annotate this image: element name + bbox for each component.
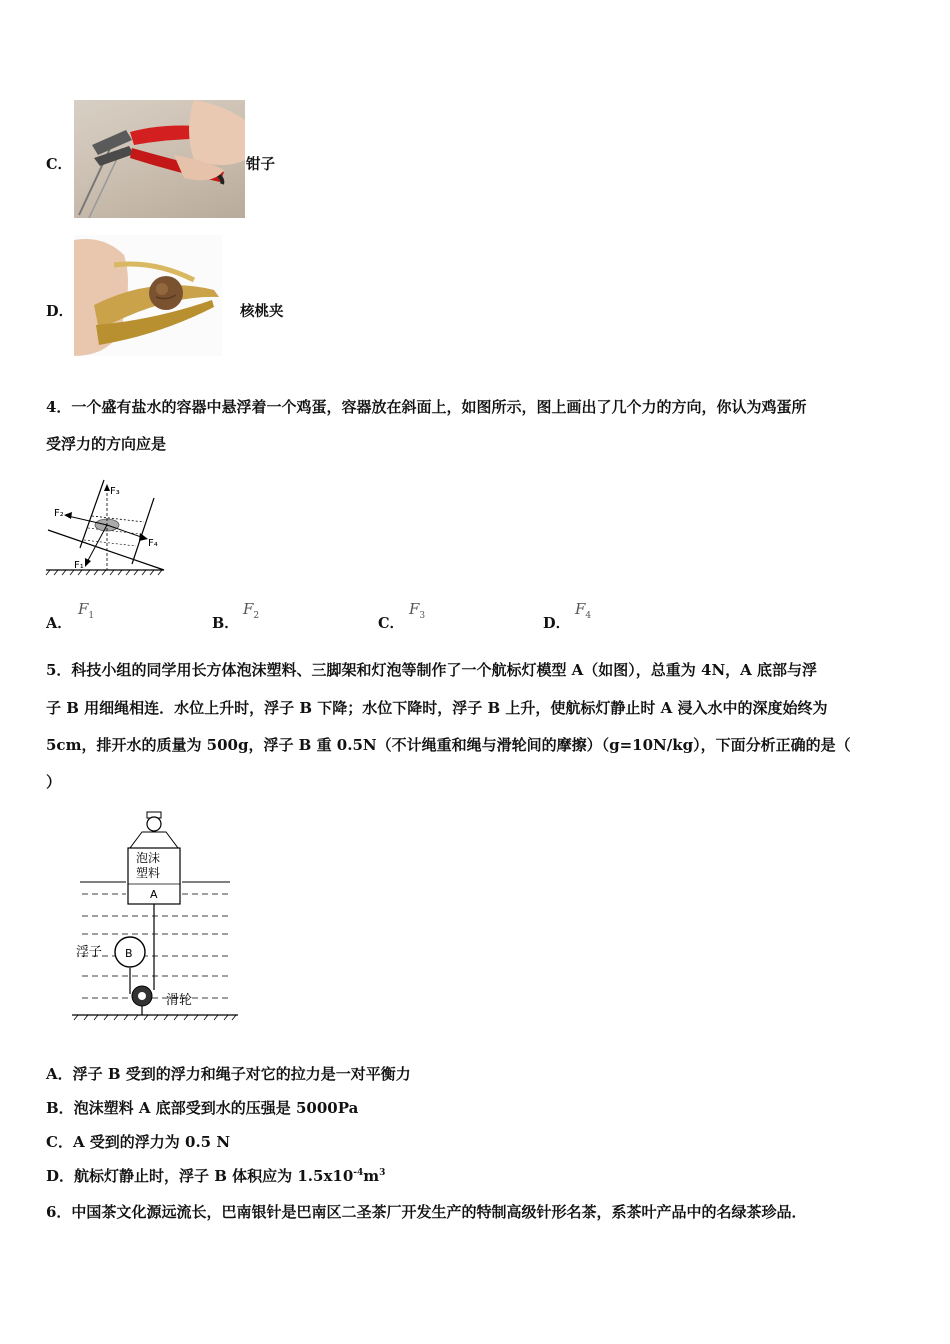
q5-buoy-figure [70,810,240,1025]
fig-label-f4: F₄ [148,538,158,549]
q4-option-c-letter: C． [378,615,405,632]
q5-option-a: A．浮子 B 受到的浮力和绳子对它的拉力是一对平衡力 [46,1065,411,1083]
option-c-caption: 钳子 [246,156,275,173]
q4-option-a-value: $F_1$ [78,600,95,621]
q4-text-line2: 受浮力的方向应是 [46,435,167,453]
q4-text-line1: 4．一个盛有盐水的容器中悬浮着一个鸡蛋，容器放在斜面上，如图所示，图上画出了几个力的方向，你认为鸡蛋所 [46,398,807,416]
q5-option-c: C．A 受到的浮力为 0.5 N [46,1133,231,1151]
fig-label-foam-2: 塑料 [136,866,161,880]
option-d-caption: 核桃夹 [240,303,284,320]
q5-option-d: D．航标灯静止时，浮子 B 体积应为 $1.5x10^{-4}m^3$ [46,1167,386,1185]
q5-option-b: B．泡沫塑料 A 底部受到水的压强是 5000Pa [46,1099,359,1117]
fig-label-a: A [150,888,158,901]
fig-label-foam-1: 泡沫 [136,851,161,865]
q4-incline-figure [44,478,166,578]
q6-text-line1: 6．中国茶文化源远流长，巴南银针是巴南区二圣茶厂开发生产的特制高级针形名茶，系茶叶产品中的名绿茶珍品． [46,1203,807,1221]
fig-label-f3: F₃ [110,486,120,497]
fig-label-float: 浮子 [76,945,103,960]
fig-label-b: B [125,947,133,960]
q4-option-b-value: $F_2$ [243,600,260,621]
fig-label-f2: F₂ [54,508,64,519]
option-d-letter: D． [46,303,74,320]
q4-option-d-value: $F_4$ [575,600,592,621]
option-c-letter: C． [46,156,73,173]
q4-option-b-letter: B． [212,615,239,632]
q5-text-line3: 5cm，排开水的质量为 500g，浮子 B 重 0.5N（不计绳重和绳与滑轮间的摩擦）（g=10N/kg），下面分析正确的是（ [46,736,851,754]
q5-text-line1: 5．科技小组的同学用长方体泡沫塑料、三脚架和灯泡等制作了一个航标灯模型 A（如图），总重为 4N，A 底部与浮 [46,661,818,679]
nutcracker-photo-icon [74,235,222,356]
fig-label-pulley: 滑轮 [166,993,193,1008]
q4-option-c-value: $F_3$ [409,600,426,621]
q5-text-line4: ） [46,773,62,791]
q4-option-d-letter: D． [543,615,571,632]
fig-label-f1: F₁ [74,560,84,571]
q4-option-a-letter: A． [46,615,72,632]
pliers-photo-icon [74,100,245,218]
q5-text-line2: 子 B 用细绳相连．水位上升时，浮子 B 下降；水位下降时，浮子 B 上升，使航标灯静止时 A 浸入水中的深度始终为 [46,699,828,717]
